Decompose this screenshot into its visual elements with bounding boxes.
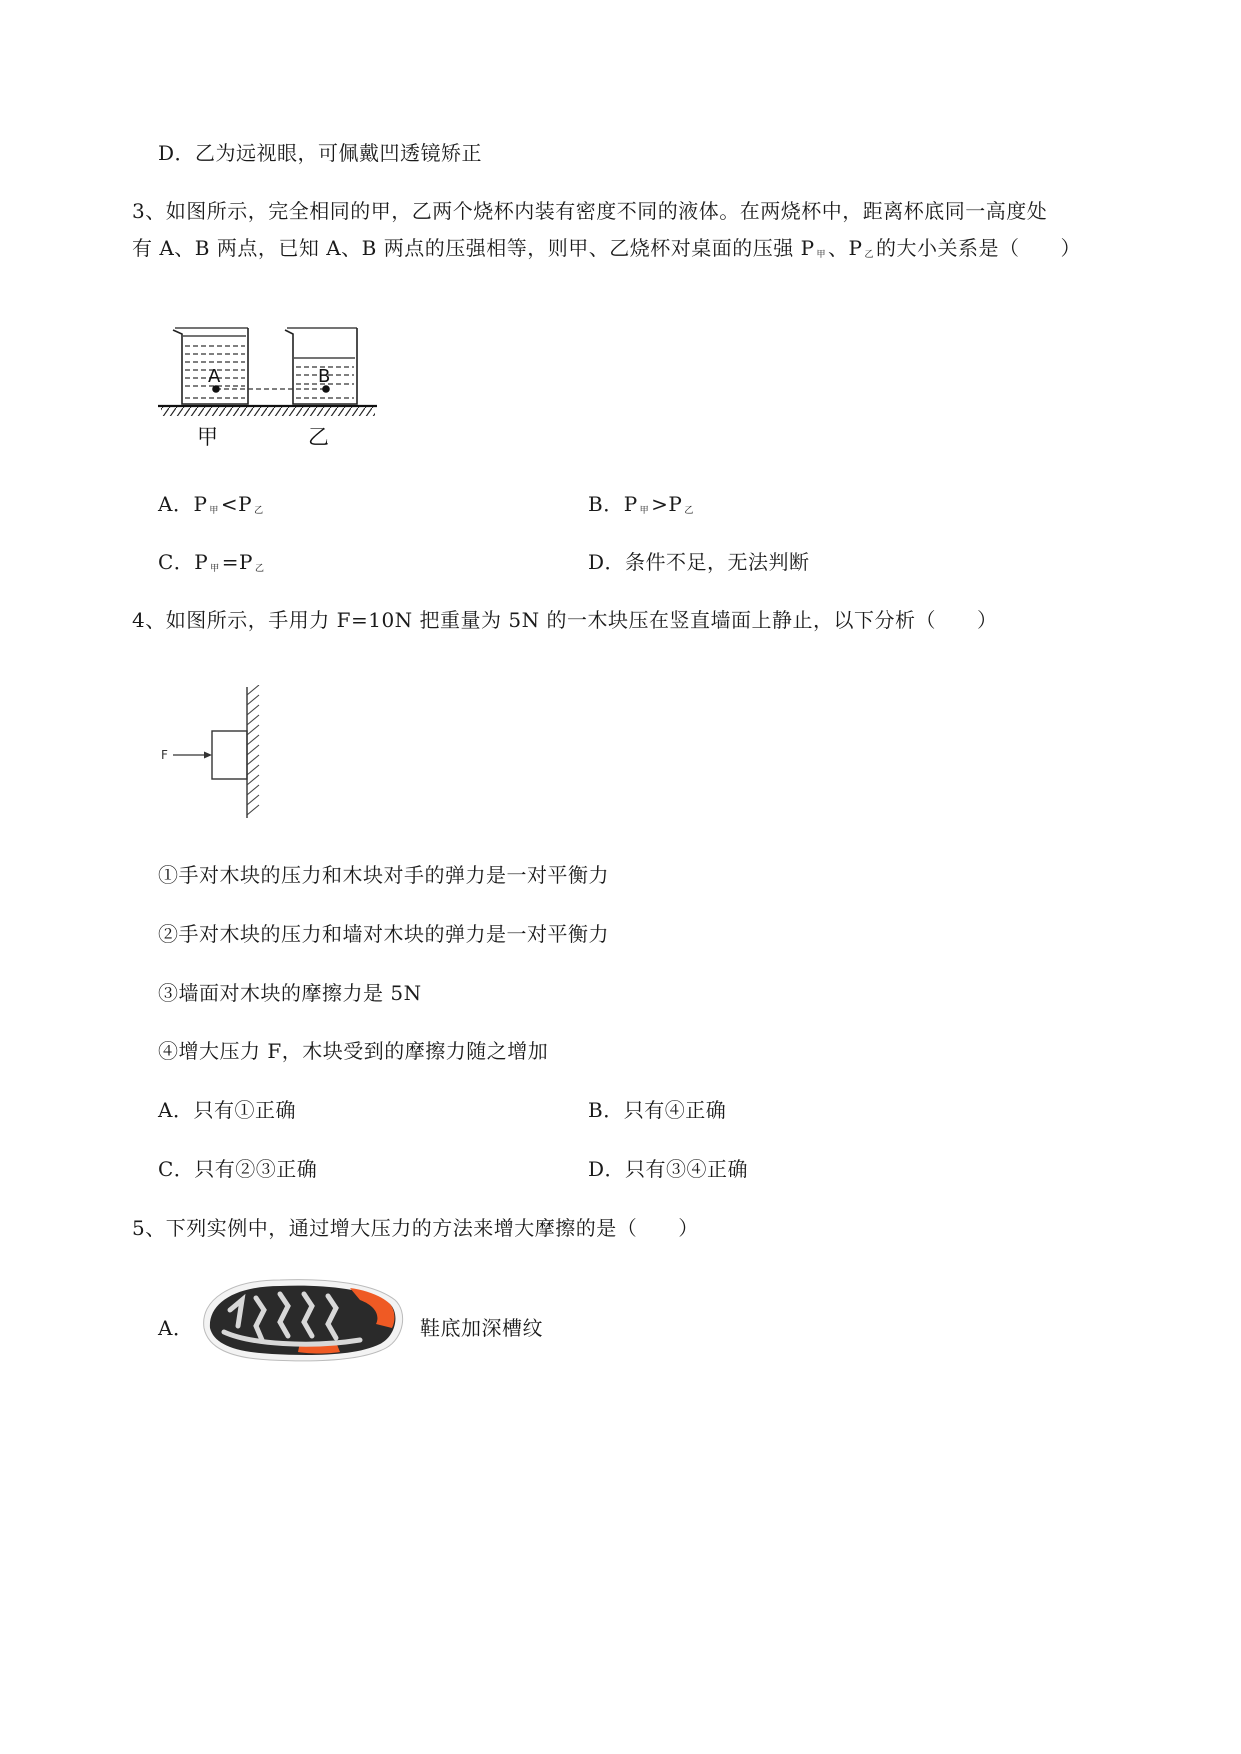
- q4-option-b[interactable]: B．只有④正确: [588, 1098, 727, 1122]
- q3-option-c-prefix: C．P: [158, 550, 209, 574]
- q3-stem-line1: 3、如图所示，完全相同的甲，乙两个烧杯内装有密度不同的液体。在两烧杯中，距离杯底同一高度处: [132, 199, 1048, 223]
- q4-option-a[interactable]: A．只有①正确: [158, 1098, 296, 1122]
- label-yi: 乙: [308, 425, 329, 449]
- shoe-sole-image: [190, 1270, 410, 1370]
- label-jia: 甲: [197, 425, 218, 449]
- q3-stem-text-c: 的大小关系是（ ）: [876, 236, 1082, 260]
- q4-statement-1: ①手对木块的压力和木块对手的弹力是一对平衡力: [158, 863, 609, 887]
- q3-option-a-mid: <P: [220, 492, 253, 516]
- point-a-label: A: [208, 366, 221, 387]
- q3-option-b[interactable]: [588, 490, 696, 525]
- subscript-yi: 乙: [864, 250, 875, 260]
- q3-stem-text-b: 、P: [828, 236, 863, 260]
- subscript-jia: 甲: [209, 506, 219, 516]
- q3-option-c[interactable]: [158, 548, 267, 583]
- table-hatch: [161, 407, 375, 416]
- q5-option-a-caption: 鞋底加深槽纹: [420, 1316, 543, 1340]
- q5-option-a-label[interactable]: A．: [158, 1316, 194, 1340]
- q3-option-b-mid: >P: [651, 492, 683, 516]
- q3-option-a-prefix: A．P: [158, 492, 208, 516]
- subscript-yi: 乙: [254, 506, 264, 516]
- q4-statement-4: ④增大压力 F，木块受到的摩擦力随之增加: [158, 1039, 549, 1063]
- q4-statement-3: ③墙面对木块的摩擦力是 5N: [158, 981, 422, 1005]
- q3-stem-line2: [132, 234, 1081, 269]
- force-label: F: [161, 748, 168, 762]
- q2-option-d: D．乙为远视眼，可佩戴凹透镜矫正: [158, 141, 483, 165]
- subscript-yi: 乙: [684, 506, 694, 516]
- subscript-jia: 甲: [816, 250, 827, 260]
- q4-option-d[interactable]: D．只有③④正确: [588, 1157, 749, 1181]
- point-b-label: B: [318, 366, 331, 387]
- q4-statement-2: ②手对木块的压力和墙对木块的弹力是一对平衡力: [158, 922, 609, 946]
- q3-option-a[interactable]: [158, 490, 266, 525]
- q5-stem: 5、下列实例中，通过增大压力的方法来增大摩擦的是（ ）: [132, 1216, 699, 1240]
- q4-option-c[interactable]: C．只有②③正确: [158, 1157, 318, 1181]
- block-wall-figure: [155, 685, 275, 825]
- force-arrowhead: [204, 752, 212, 759]
- wood-block: [212, 731, 247, 779]
- q3-option-d[interactable]: D．条件不足，无法判断: [588, 550, 810, 574]
- q3-option-c-mid: =P: [221, 550, 253, 574]
- q3-stem-text-a: 有 A、B 两点，已知 A、B 两点的压强相等，则甲、乙烧杯对桌面的压强 P: [132, 236, 815, 260]
- wall-hatch: [247, 685, 259, 815]
- subscript-jia: 甲: [210, 564, 220, 574]
- q4-stem: 4、如图所示，手用力 F=10N 把重量为 5N 的一木块压在竖直墙面上静止，以下分析（ ）: [132, 608, 998, 632]
- beakers-figure: [155, 318, 380, 450]
- subscript-jia: 甲: [639, 506, 650, 516]
- q3-option-b-prefix: B．P: [588, 492, 638, 516]
- subscript-yi: 乙: [255, 564, 265, 574]
